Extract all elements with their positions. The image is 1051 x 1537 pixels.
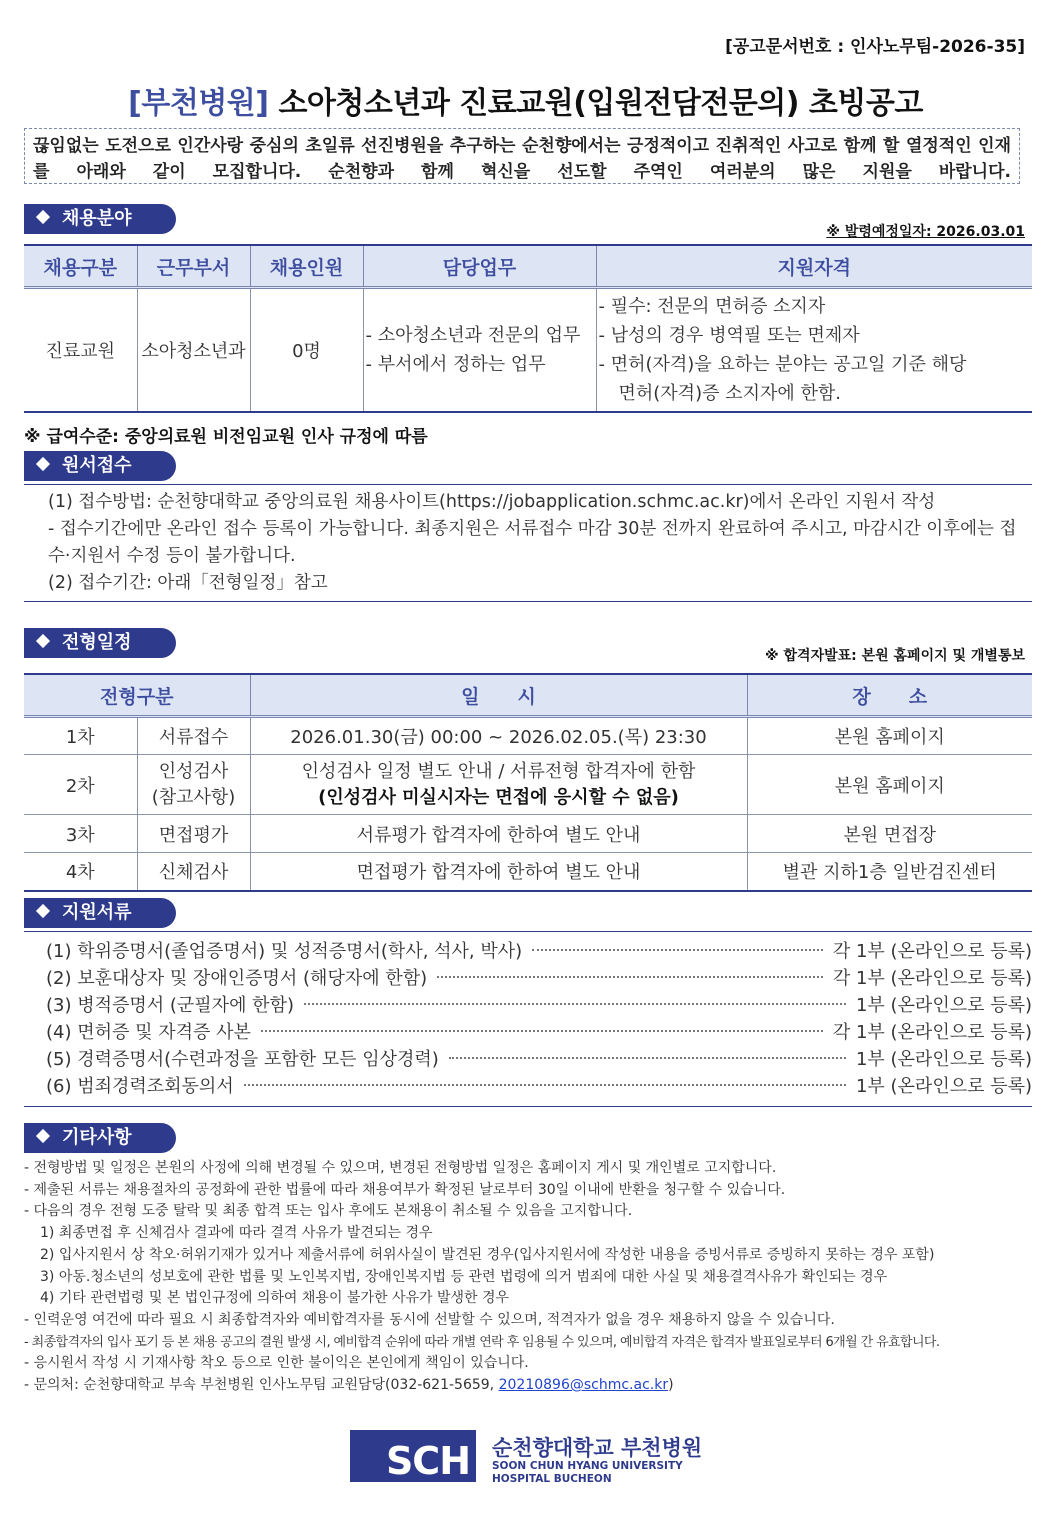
col-header: 채용인원 [250, 245, 363, 288]
list-item [24, 1046, 1032, 1073]
logo-name-en-line: HOSPITAL BUCHEON [492, 1473, 612, 1485]
leader-dots [304, 1003, 846, 1005]
logo-name-ko: 순천향대학교 부천병원 [492, 1436, 703, 1460]
section-schedule-header [24, 628, 176, 658]
misc-line: - 인력운영 여건에 따라 필요 시 최종합격자와 예비합격자를 동시에 선발할 수 있으며, 적격자가 없을 경우 채용하지 않을 수 있습니다. [24, 1311, 835, 1328]
stage-date: 면접평가 합격자에 한하여 별도 안내 [250, 853, 747, 891]
doc-qty: 1부 (온라인으로 등록) [855, 1076, 1032, 1097]
table-row [24, 288, 1032, 412]
documents-list [24, 932, 1032, 1106]
documents-box [24, 931, 1032, 1107]
recruit-qualifications [596, 288, 1032, 412]
title-main: 소아청소년과 진료교원(입원전담전문의) 초빙공고 [268, 86, 923, 121]
stage-place: 본원 홈페이지 [747, 755, 1032, 815]
section-misc-title: 기타사항 [62, 1127, 132, 1148]
recruit-type: 진료교원 [24, 288, 137, 412]
col-header: 근무부서 [137, 245, 250, 288]
table-row [24, 815, 1032, 853]
salary-note: ※ 급여수준: 중앙의료원 비전임교원 인사 규정에 따름 [24, 427, 428, 447]
title-hospital: [부천병원] [128, 86, 269, 121]
col-header: 지원자격 [596, 245, 1032, 288]
qual-line: - 면허(자격)을 요하는 분야는 공고일 기준 해당 [598, 353, 967, 375]
recruit-count: 0명 [250, 288, 363, 412]
doc-qty: 각 1부 (온라인으로 등록) [832, 968, 1032, 989]
stage-type: 서류접수 [137, 717, 250, 755]
list-item [24, 965, 1032, 992]
diamond-icon [36, 904, 50, 918]
list-item [24, 938, 1032, 965]
apply-box [24, 484, 1032, 602]
section-schedule-title: 전형일정 [62, 632, 132, 653]
misc-line: - 제출된 서류는 채용절차의 공정화에 관한 법률에 따라 채용여부가 확정된 날로부터 30일 이내에 반환을 청구할 수 있습니다. [24, 1181, 786, 1198]
col-header: 일 시 [250, 674, 747, 717]
section-apply-title: 원서접수 [62, 455, 132, 476]
diamond-icon [36, 634, 50, 648]
recruit-table [24, 244, 1032, 413]
qual-line: - 필수: 전문의 면허증 소지자 [598, 295, 826, 317]
misc-notes [24, 1158, 1032, 1397]
misc-subline: 4) 기타 관련법령 및 본 법인규정에 의하여 채용이 불가한 사유가 발생한 경우 [40, 1290, 510, 1307]
logo-mark-text: SCH [385, 1439, 470, 1483]
stage-date: 2026.01.30(금) 00:00 ~ 2026.02.05.(목) 23:30 [250, 717, 747, 755]
misc-subline: 1) 최종면접 후 신체검사 결과에 따라 결격 사유가 발견되는 경우 [40, 1225, 433, 1242]
leader-dots [437, 976, 823, 978]
stage-date-line: 인성검사 일정 별도 안내 / 서류전형 합격자에 한함 [301, 760, 696, 782]
schedule-table [24, 673, 1032, 892]
misc-subline: 2) 입사지원서 상 착오·허위기재가 있거나 제출서류에 허위사실이 발견된 경우(입사지원서에 작성한 내용을 증빙서류로 증빙하지 못하는 경우 포함) [40, 1246, 935, 1263]
misc-line: - 전형방법 및 일정은 본원의 사정에 의해 변경될 수 있으며, 변경된 전형방법 일정은 홈페이지 게시 및 개인별로 고지합니다. [24, 1160, 777, 1176]
contact-prefix: - 문의처: 순천향대학교 부속 부천병원 인사노무팀 교원담당(032-621-5659, [24, 1377, 499, 1394]
apply-line: (1) 접수방법: 순천향대학교 중앙의료원 채용사이트(https://jobapplication.schmc.ac.kr)에서 온라인 지원서 작성 [48, 492, 936, 512]
logo-mark [350, 1430, 476, 1482]
stage-type-line: (참고사항) [151, 786, 236, 808]
recruit-dept: 소아청소년과 [137, 288, 250, 412]
duty-line: - 부서에서 정하는 업무 [365, 353, 546, 375]
diamond-icon [36, 1129, 50, 1143]
recruit-table-header [24, 245, 1032, 288]
list-item [24, 1073, 1032, 1100]
stage-type: 신체검사 [137, 853, 250, 891]
doc-qty: 각 1부 (온라인으로 등록) [832, 941, 1032, 962]
leader-dots [244, 1084, 846, 1086]
table-row [24, 853, 1032, 891]
doc-qty: 각 1부 (온라인으로 등록) [832, 1022, 1032, 1043]
doc-label: (5) 경력증명서(수련과정을 포함한 모든 임상경력) [46, 1049, 439, 1070]
stage-date [250, 755, 747, 815]
misc-line: - 응시원서 작성 시 기재사항 착오 등으로 인한 불이익은 본인에게 책임이 있습니다. [24, 1355, 529, 1372]
table-row [24, 755, 1032, 815]
misc-line: - 다음의 경우 전형 도중 탈락 및 최종 합격 또는 입사 후에도 본채용이 취소될 수 있음을 고지합니다. [24, 1203, 633, 1220]
stage: 2차 [24, 755, 137, 815]
misc-subline: 3) 아동.청소년의 성보호에 관한 법률 및 노인복지법, 장애인복지법 등 관련 법령에 의거 범죄에 대한 사실 및 채용결격사유가 확인되는 경우 [40, 1268, 888, 1285]
list-item [24, 1019, 1032, 1046]
appointment-date-note: ※ 발령예정일자: 2026.03.01 [826, 224, 1025, 240]
col-header: 장 소 [747, 674, 1032, 717]
stage-type-line: 인성검사 [158, 760, 229, 782]
diamond-icon [36, 210, 50, 224]
section-recruit-header [24, 204, 176, 234]
doc-qty: 1부 (온라인으로 등록) [855, 995, 1032, 1016]
leader-dots [532, 949, 823, 951]
qual-line: 면허(자격)증 소지자에 한함. [618, 382, 841, 404]
result-announcement-note: ※ 합격자발표: 본원 홈페이지 및 개별통보 [765, 648, 1025, 664]
col-header: 전형구분 [24, 674, 250, 717]
apply-line: - 접수기간에만 온라인 접수 등록이 가능합니다. 최종지원은 서류접수 마감 30분 전까지 완료하여 주시고, 마감시간 이후에는 접수·지원서 수정 등이 불가합니다. [48, 519, 1017, 566]
contact-suffix: ) [668, 1377, 674, 1394]
stage: 1차 [24, 717, 137, 755]
stage: 3차 [24, 815, 137, 853]
apply-line: (2) 접수기간: 아래「전형일정」참고 [48, 573, 328, 593]
section-documents-header [24, 898, 176, 928]
section-recruit-title: 채용분야 [62, 208, 132, 229]
col-header: 채용구분 [24, 245, 137, 288]
stage-date-warning: (인성검사 미실시자는 면접에 응시할 수 없음) [318, 786, 679, 808]
schedule-table-header [24, 674, 1032, 717]
doc-label: (1) 학위증명서(졸업증명서) 및 성적증명서(학사, 석사, 박사) [46, 941, 523, 962]
doc-label: (4) 면허증 및 자격증 사본 [46, 1022, 251, 1043]
col-header: 담당업무 [363, 245, 596, 288]
leader-dots [261, 1030, 823, 1032]
doc-label: (2) 보훈대상자 및 장애인증명서 (해당자에 한함) [46, 968, 428, 989]
misc-line: - 최종합격자의 입사 포기 등 본 채용 공고의 결원 발생 시, 예비합격 순위에 따라 개별 연락 후 임용될 수 있으며, 예비합격 자격은 합격자 발표일로부터 6개월 간 유효합니다. [24, 1334, 940, 1350]
list-item [24, 992, 1032, 1019]
apply-text [24, 485, 1032, 601]
stage-place: 본원 면접장 [747, 815, 1032, 853]
qual-line: - 남성의 경우 병역필 또는 면제자 [598, 324, 860, 346]
section-misc-header [24, 1123, 176, 1153]
section-documents-title: 지원서류 [62, 902, 132, 923]
doc-qty: 1부 (온라인으로 등록) [855, 1049, 1032, 1070]
leader-dots [449, 1057, 846, 1059]
doc-label: (6) 범죄경력조회동의서 [46, 1076, 234, 1097]
stage-type [137, 755, 250, 815]
contact-email-link[interactable]: 20210896@schmc.ac.kr [498, 1377, 669, 1394]
logo-name-en-line: SOON CHUN HYANG UNIVERSITY [492, 1460, 683, 1472]
doc-label: (3) 병적증명서 (군필자에 한함) [46, 995, 294, 1016]
stage-type: 면접평가 [137, 815, 250, 853]
section-apply-header [24, 451, 176, 481]
diamond-icon [36, 457, 50, 471]
page-title [0, 78, 1051, 122]
stage-place: 별관 지하1층 일반검진센터 [747, 853, 1032, 891]
stage-date: 서류평가 합격자에 한하여 별도 안내 [250, 815, 747, 853]
table-row [24, 717, 1032, 755]
stage-place: 본원 홈페이지 [747, 717, 1032, 755]
intro-box: 끊임없는 도전으로 인간사랑 중심의 초일류 선진병원을 추구하는 순천향에서는 긍정적이고 진취적인 사고로 함께 할 열정적인 인재를 아래와 같이 모집합니다. 순천향과 함께 혁신을 선도할 주역인 여러분의 많은 지원을 바랍니다. [24, 128, 1020, 184]
duty-line: - 소아청소년과 전문의 업무 [365, 324, 581, 346]
stage: 4차 [24, 853, 137, 891]
document-number: [공고문서번호 : 인사노무팀-2026-35] [725, 37, 1025, 57]
contact-line [24, 1375, 1032, 1397]
logo-name-en [492, 1460, 683, 1486]
recruit-duties [363, 288, 596, 412]
